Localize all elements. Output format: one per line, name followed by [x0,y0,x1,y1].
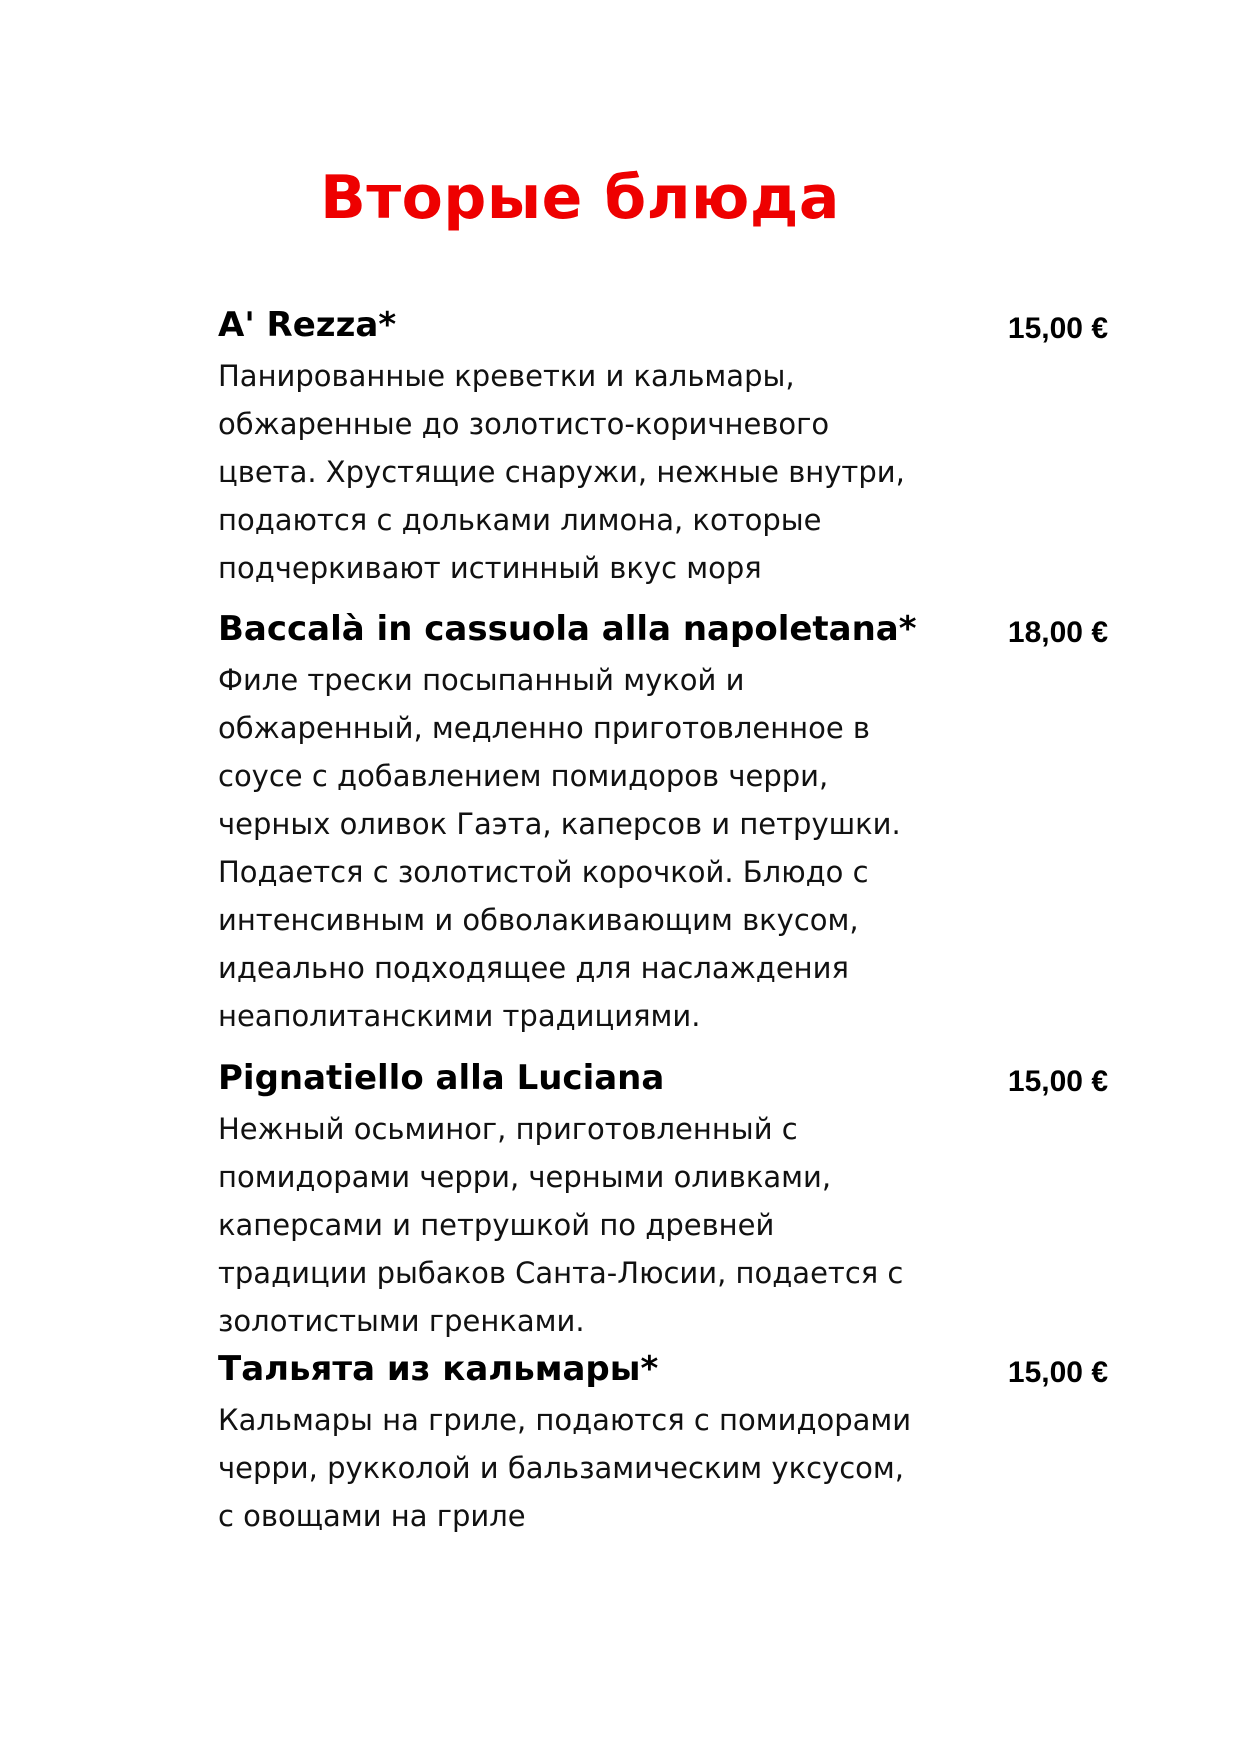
dish-name: A' Rezza* [218,305,397,345]
dish-description [218,352,905,592]
description-line: цвета. Хрустящие снаружи, нежные внутри, [218,455,905,489]
dish-price: 18,00 € [1007,616,1108,649]
dish-name: Pignatiello alla Luciana [218,1058,665,1098]
menu-item [218,300,1128,600]
menu-item [218,604,1128,1044]
dish-price: 15,00 € [1007,1065,1108,1098]
dish-name: Тальята из кальмары* [218,1349,659,1389]
description-line: идеально подходящее для наслаждения [218,951,849,985]
description-line: Подается с золотистой корочкой. Блюдо с [218,855,869,889]
description-line: неаполитанскими традициями. [218,999,701,1033]
dish-description [218,1105,903,1345]
description-line: интенсивным и обволакивающим вкусом, [218,903,859,937]
description-line: черри, рукколой и бальзамическим уксусом, [218,1451,904,1485]
description-line: золотистыми гренками. [218,1304,585,1338]
description-line: подаются с дольками лимона, которые [218,503,822,537]
description-line: черных оливок Гаэта, каперсов и петрушки. [218,807,901,841]
description-line: Нежный осьминог, приготовленный с [218,1112,798,1146]
dish-price: 15,00 € [1007,1356,1108,1389]
dish-description [218,656,901,1040]
description-line: традиции рыбаков Санта-Люсии, подается с [218,1256,904,1290]
description-line: обжаренные до золотисто-коричневого [218,407,830,441]
description-line: соусе с добавлением помидоров черри, [218,759,829,793]
description-line: обжаренный, медленно приготовленное в [218,711,871,745]
description-line: Филе трески посыпанный мукой и [218,663,745,697]
dish-description [218,1396,911,1540]
menu-item [218,1053,1128,1353]
page-title: Вторые блюда [320,163,840,233]
description-line: с овощами на гриле [218,1499,526,1533]
menu-item [218,1344,1128,1564]
description-line: Панированные креветки и кальмары, [218,359,795,393]
dish-name: Baccalà in cassuola alla napoletana* [218,609,917,649]
description-line: помидорами черри, черными оливками, [218,1160,832,1194]
description-line: Кальмары на гриле, подаются с помидорами [218,1403,912,1437]
dish-price: 15,00 € [1007,312,1108,345]
description-line: каперсами и петрушкой по древней [218,1208,775,1242]
description-line: подчеркивают истинный вкус моря [218,551,762,585]
